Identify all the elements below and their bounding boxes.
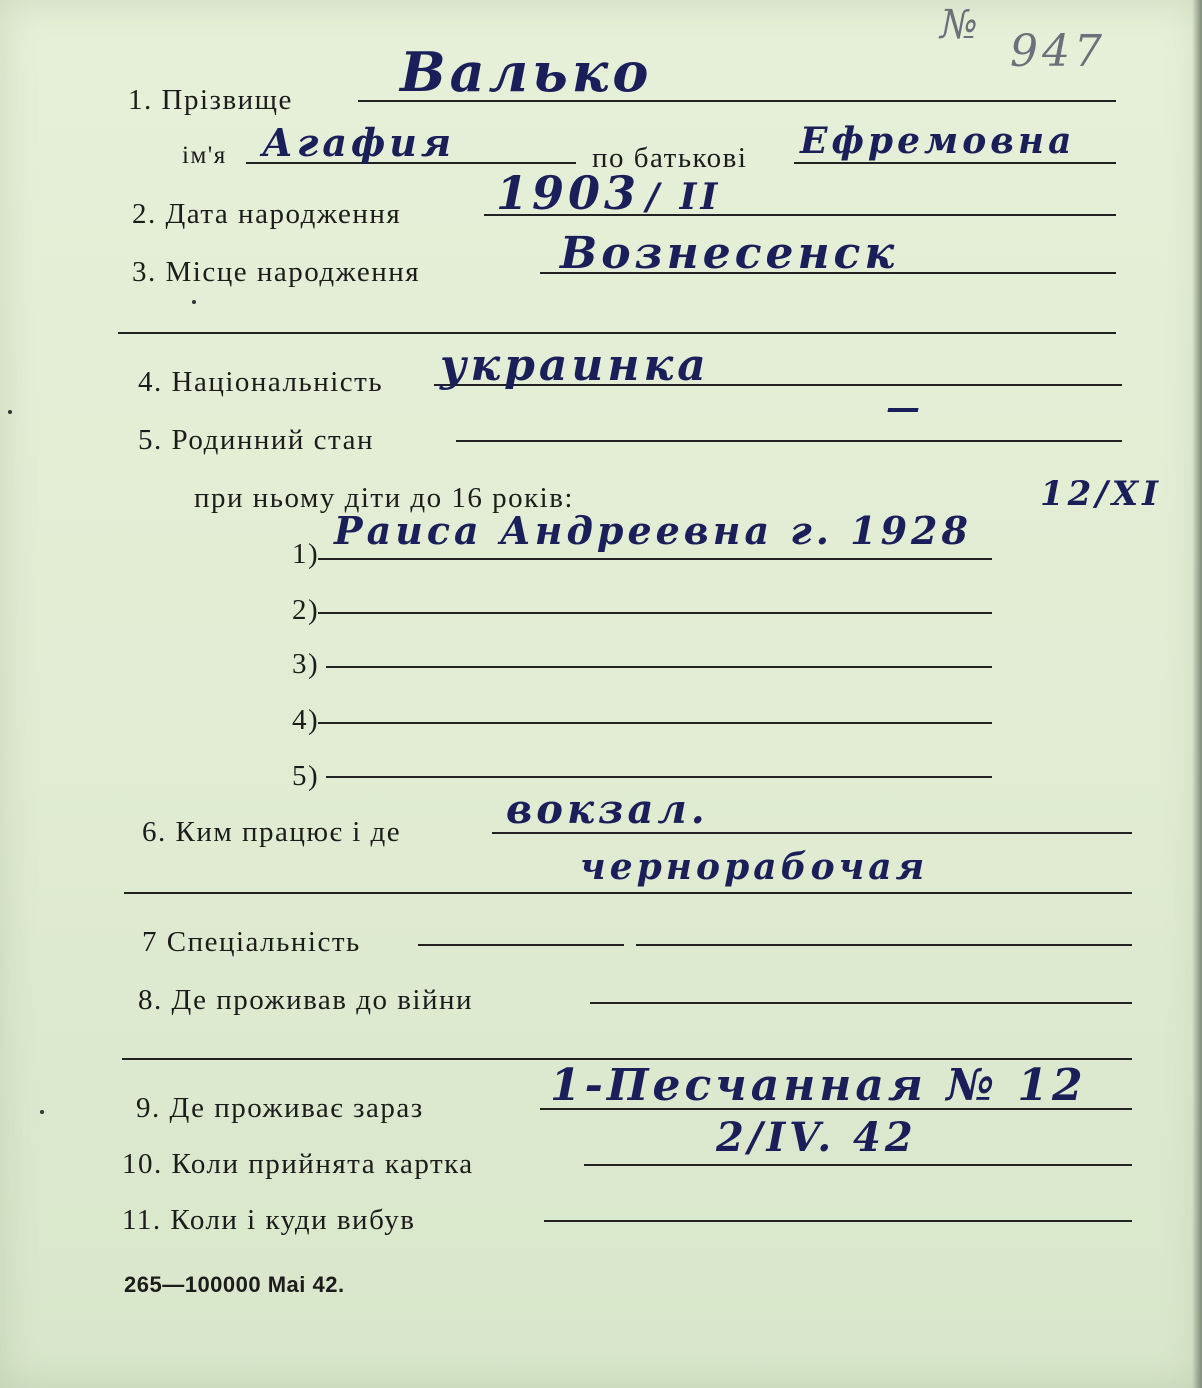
work-label: 6. Ким працює і де: [142, 816, 402, 848]
child-1-value: Раиса Андреевна г. 1928: [334, 508, 972, 553]
prewar-address-line: [590, 1002, 1132, 1004]
current-address-label: 9. Де проживає зараз: [136, 1092, 424, 1124]
prewar-address-label: 8. Де проживав до війни: [138, 984, 474, 1016]
children-label: при ньому діти до 16 років:: [194, 482, 574, 514]
birth-date-note: / II: [646, 176, 722, 218]
departure-line: [544, 1220, 1132, 1222]
birth-date-value: 1903: [496, 166, 641, 220]
child-2-line: [318, 612, 992, 614]
paper-speck: [40, 1110, 44, 1114]
patronymic-value: Ефремовна: [800, 120, 1076, 162]
patronymic-label: по батькові: [592, 142, 748, 174]
nationality-value: украинка: [440, 340, 710, 391]
first-name-label: ім'я: [182, 142, 227, 169]
print-footer: 265—100000 Mai 42.: [124, 1272, 345, 1297]
birthplace-line-2: [118, 332, 1116, 334]
marital-dash: —: [886, 388, 924, 428]
job-value: чернорабочая: [580, 846, 929, 888]
patronymic-line: [794, 162, 1116, 164]
child-4-label: 4): [292, 704, 320, 736]
corner-mark: №: [940, 2, 982, 48]
first-name-value: Агафия: [262, 120, 456, 165]
birth-date-label: 2. Дата народження: [132, 198, 402, 230]
nationality-label: 4. Національність: [138, 366, 384, 398]
departure-label: 11. Коли і куди вибув: [122, 1204, 416, 1236]
surname-label: 1. Прізвище: [128, 84, 293, 116]
surname-value: Валько: [400, 40, 653, 104]
card-edge-shadow: [1192, 0, 1202, 1388]
card-date-line: [584, 1164, 1132, 1166]
specialty-label: 7 Спеціальність: [142, 926, 361, 958]
card-date-value: 2/IV. 42: [716, 1114, 917, 1161]
child-1-label: 1): [292, 538, 320, 570]
specialty-line-b: [636, 944, 1132, 946]
card-date-label: 10. Коли прийнята картка: [122, 1148, 474, 1180]
marital-label: 5. Родинний стан: [138, 424, 374, 456]
work-line-2: [124, 892, 1132, 894]
child-1-note: 12/XI: [1040, 474, 1163, 514]
specialty-line-a: [418, 944, 624, 946]
child-3-label: 3): [292, 648, 320, 680]
marital-line: [456, 440, 1122, 442]
child-5-label: 5): [292, 760, 320, 792]
work-place-value: вокзал.: [506, 786, 709, 833]
corner-number: 947: [1010, 26, 1106, 77]
child-1-line: [318, 558, 992, 560]
paper-speck: [8, 410, 12, 414]
birthplace-label: 3. Місце народження: [132, 256, 421, 288]
child-5-line: [326, 776, 992, 778]
child-4-line: [318, 722, 992, 724]
child-2-label: 2): [292, 594, 320, 626]
paper-speck: [192, 300, 196, 304]
current-address-value: 1-Песчанная № 12: [550, 1060, 1087, 1111]
birthplace-value: Вознесенск: [560, 228, 899, 279]
child-3-line: [326, 666, 992, 668]
